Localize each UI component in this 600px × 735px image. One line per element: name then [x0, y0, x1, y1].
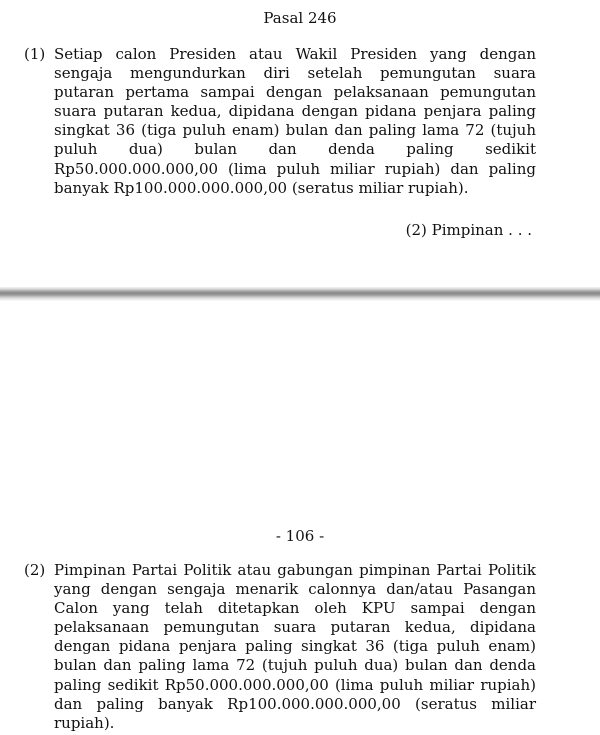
paragraph-2-number: (2) [24, 561, 46, 579]
paragraph-1-line: putaran pertama sampai dengan pelaksanaan pemungutan [54, 83, 536, 102]
paragraph-2-line: rupiah). [54, 713, 115, 732]
page-separator [0, 287, 600, 301]
paragraph-1-number: (1) [24, 45, 46, 63]
paragraph-1-line: puluh dua) bulan dan denda paling sedikit [54, 140, 536, 159]
page-number: - 106 - [275, 527, 325, 545]
paragraph-1-line: singkat 36 (tiga puluh enam) bulan dan paling lama 72 (tujuh [54, 121, 536, 140]
paragraph-2-line: bulan dan paling lama 72 (tujuh puluh dua) bulan dan denda [54, 656, 536, 675]
paragraph-1-body [54, 45, 536, 198]
paragraph-1-line: banyak Rp100.000.000.000,00 (seratus miliar rupiah). [54, 178, 469, 197]
paragraph-1-line: Setiap calon Presiden atau Wakil Presiden yang dengan [54, 45, 536, 63]
paragraph-2-line: Calon yang telah ditetapkan oleh KPU sampai dengan [54, 599, 536, 618]
paragraph-2-body [54, 561, 536, 733]
paragraph-2-line: pelaksanaan pemungutan suara putaran kedua, dipidana [54, 618, 536, 637]
paragraph-2-line: dan paling banyak Rp100.000.000.000,00 (seratus miliar [54, 694, 536, 713]
paragraph-2-line: yang dengan sengaja menarik calonnya dan/atau Pasangan [54, 580, 536, 599]
paragraph-1-line: sengaja mengundurkan diri setelah pemungutan suara [54, 64, 536, 83]
continuation-catchword: (2) Pimpinan . . . [405, 221, 532, 239]
paragraph-2-line: Pimpinan Partai Politik atau gabungan pimpinan Partai Politik [54, 561, 536, 579]
pasal-title: Pasal 246 [263, 9, 337, 27]
paragraph-2-line: dengan pidana penjara paling singkat 36 (tiga puluh enam) [54, 637, 536, 656]
paragraph-1-line: Rp50.000.000.000,00 (lima puluh miliar rupiah) dan paling [54, 159, 536, 178]
document-page-bottom [0, 301, 600, 735]
document-page-top [0, 0, 600, 287]
paragraph-1-line: suara putaran kedua, dipidana dengan pidana penjara paling [54, 102, 536, 121]
paragraph-2-line: paling sedikit Rp50.000.000.000,00 (lima puluh miliar rupiah) [54, 675, 536, 694]
